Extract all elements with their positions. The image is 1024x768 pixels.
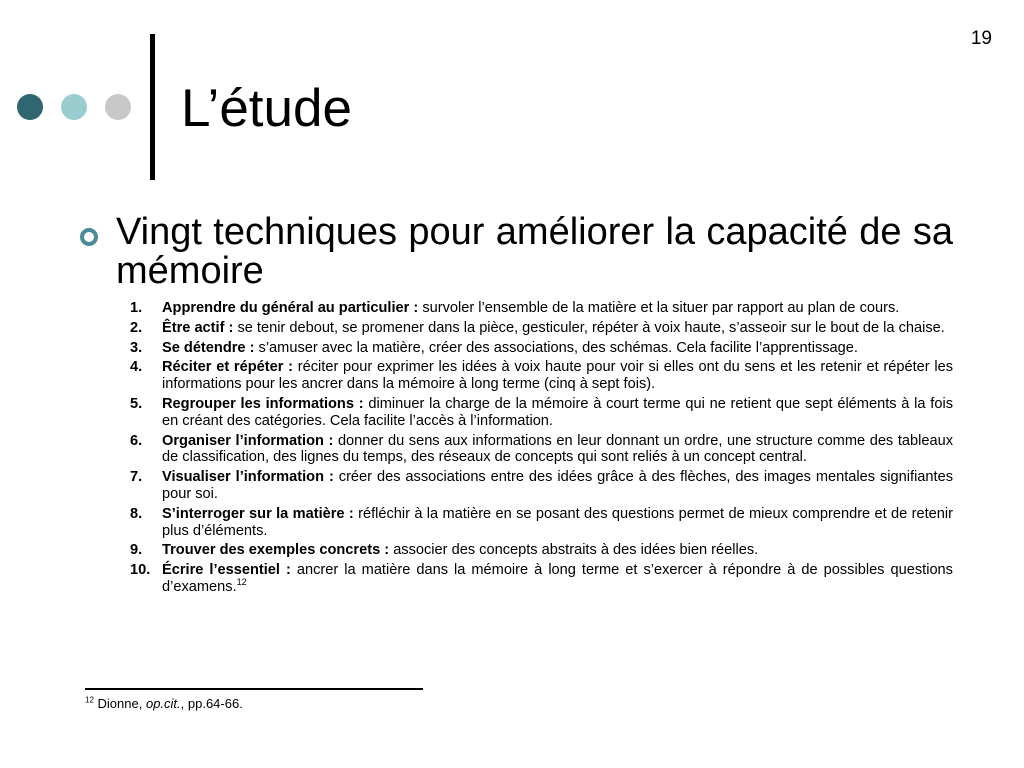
item-number: 3. (130, 339, 143, 356)
item-text: créer des associations entre des idées grâce à des flèches, des images mentales signifiantes pour soi. (162, 469, 954, 502)
ring-bullet-icon (80, 228, 98, 246)
main-bullet-text: Vingt techniques pour améliorer la capacité de sa mémoire (116, 211, 953, 292)
item-text: se tenir debout, se promener dans la pièce, gesticuler, répéter à voix haute, s’asseoir sur le bout de la chaise. (237, 319, 945, 336)
footnote-pages: , pp.64-66. (180, 696, 243, 711)
slide-number: 19 (970, 28, 992, 49)
technique-list (118, 300, 953, 599)
item-number: 8. (130, 505, 143, 522)
list-item (118, 340, 953, 357)
gray-dot (105, 94, 131, 120)
item-number: 10. (130, 562, 151, 579)
item-heading: Se détendre : (162, 339, 255, 356)
list-item (118, 359, 953, 393)
title-divider (150, 34, 155, 180)
item-text: réciter pour exprimer les idées à voix haute pour voir si elles ont du sens et les retenir et répéter les informations pour les ancrer dans la mémoire à long terme (cinq à sept fois). (162, 359, 953, 393)
item-heading: Être actif : (162, 319, 234, 336)
list-item (118, 396, 953, 430)
footnote (85, 696, 243, 711)
item-text: donner du sens aux informations en leur donnant un ordre, une structure comme des tableaux de classification, des lignes du temps, des réseaux de concepts qui sont reliés à un concept central. (162, 432, 953, 466)
item-number: 6. (130, 432, 143, 449)
item-number: 1. (130, 300, 143, 316)
slide-title: L’étude (181, 79, 352, 138)
list-item (118, 433, 953, 467)
item-number: 5. (130, 395, 143, 412)
dark-teal-dot (17, 94, 43, 120)
item-text: associer des concepts abstraits à des idées bien réelles. (393, 542, 759, 559)
item-number: 9. (130, 542, 143, 559)
item-heading: Écrire l’essentiel : (162, 562, 291, 579)
footnote-author: Dionne, (97, 696, 143, 711)
item-text: survoler l’ensemble de la matière et la situer par rapport au plan de cours. (422, 300, 900, 316)
list-item (118, 506, 953, 540)
list-item (118, 542, 953, 559)
footnote-reference: 12 (236, 577, 247, 588)
list-item (118, 300, 953, 317)
item-heading: Trouver des exemples concrets : (162, 542, 390, 559)
item-heading: Organiser l’information : (162, 432, 334, 449)
item-heading: Apprendre du général au particulier : (162, 300, 419, 316)
list-item (118, 469, 953, 503)
item-text: diminuer la charge de la mémoire à court terme qui ne retient que sept éléments à la fois en créant des catégories. Cela facilite l’accès à l’information. (162, 395, 953, 429)
item-heading: Réciter et répéter : (162, 359, 294, 376)
item-number: 2. (130, 319, 143, 336)
footnote-divider (85, 688, 423, 690)
footnote-mark: 12 (85, 695, 94, 705)
item-text: ancrer la matière dans la mémoire à long terme et s’exercer à répondre à de possibles questions d’examens. (162, 562, 953, 595)
item-number: 4. (130, 359, 143, 376)
item-heading: S’interroger sur la matière : (162, 505, 354, 522)
list-item (118, 320, 953, 337)
item-heading: Visualiser l’information : (162, 469, 334, 486)
item-text: s’amuser avec la matière, créer des associations, des schémas. Cela facilite l’apprentissage. (258, 339, 858, 356)
footnote-italic: op.cit. (145, 696, 181, 711)
item-heading: Regrouper les informations : (162, 395, 364, 412)
list-item (118, 562, 953, 596)
light-teal-dot (61, 94, 87, 120)
item-text: réfléchir à la matière en se posant des questions permet de mieux comprendre et de retenir plus d’éléments. (162, 505, 953, 539)
item-number: 7. (130, 469, 143, 486)
